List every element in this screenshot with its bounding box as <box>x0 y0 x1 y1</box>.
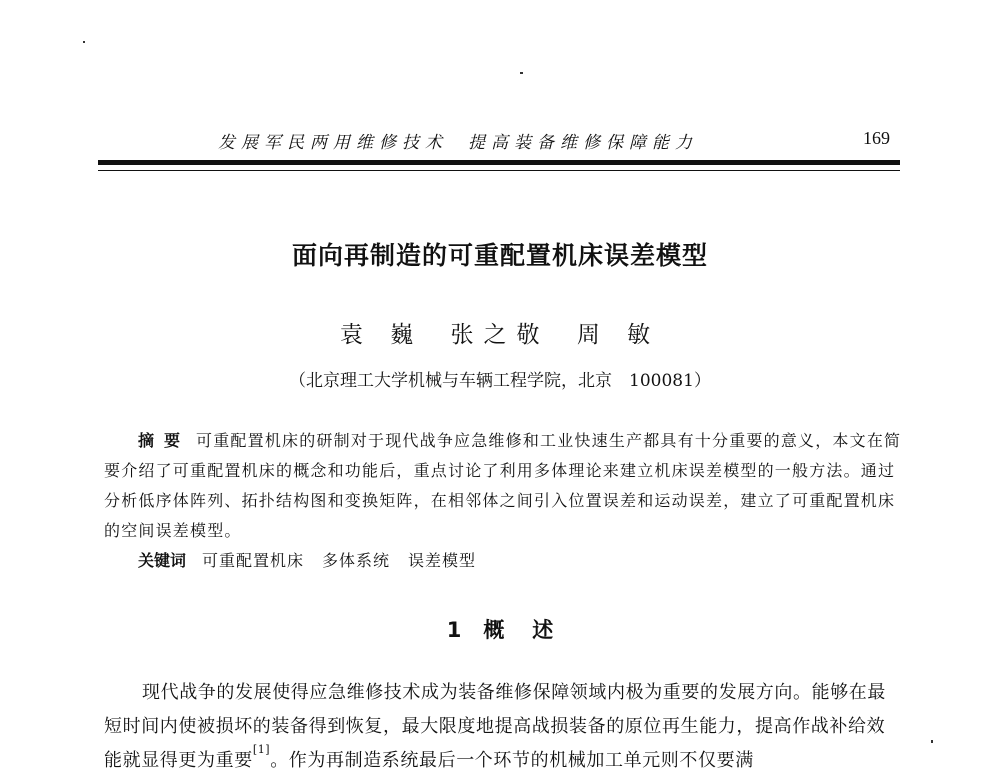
abstract-label: 摘要 <box>138 431 191 450</box>
keywords <box>138 548 494 571</box>
body-text-part: 现代战争的发展使得应急维修技术成为装备维修保障领域内极为重要的发展方向。能够在最短时间内使被损坏的装备得到恢复，最大限度地提高战损装备的原位再生能力，提高作战补给效能就显得更为重要 <box>104 682 886 771</box>
keyword-item: 误差模型 <box>408 551 477 570</box>
scan-speck <box>520 72 523 74</box>
header-rule-thick <box>98 160 900 165</box>
body-text-part: 。作为再制造系统最后一个环节的机械加工单元则不仅要满 <box>270 750 754 771</box>
section-title: 概述 <box>483 618 582 642</box>
body-paragraph <box>104 676 902 778</box>
author-name: 周 敏 <box>576 322 661 348</box>
header-right-text: 提高装备维修保障能力 <box>468 133 698 153</box>
section-heading <box>0 614 1000 644</box>
running-header-text <box>218 128 698 153</box>
scan-speck <box>931 740 933 743</box>
header-rule-thin <box>98 170 900 171</box>
page-number: 169 <box>863 128 890 148</box>
author-list <box>0 316 1000 349</box>
paper-title: 面向再制造的可重配置机床误差模型 <box>291 241 708 270</box>
header-left-text: 发展军民两用维修技术 <box>218 133 448 153</box>
keyword-item: 多体系统 <box>322 551 391 570</box>
keywords-label: 关键词 <box>138 551 187 570</box>
abstract <box>104 426 902 546</box>
running-header <box>98 128 898 156</box>
citation-ref[interactable]: [1] <box>252 743 271 756</box>
affiliation: （北京理工大学机械与车辆工程学院，北京 100081） <box>289 371 711 391</box>
abstract-text: 可重配置机床的研制对于现代战争应急维修和工业快速生产都具有十分重要的意义，本文在简要介绍了可重配置机床的概念和功能后，重点讨论了利用多体理论来建立机床误差模型的一般方法。通过分析低序体阵列、拓扑结构图和变换矩阵，在相邻体之间引入位置误差和运动误差，建立了可重配置机床的空间误差模型。 <box>104 431 902 540</box>
section-number: 1 <box>446 618 462 642</box>
author-name: 张之敬 <box>450 322 550 348</box>
scan-speck <box>83 41 85 43</box>
keyword-item: 可重配置机床 <box>202 551 305 570</box>
author-name: 袁 巍 <box>339 322 424 348</box>
